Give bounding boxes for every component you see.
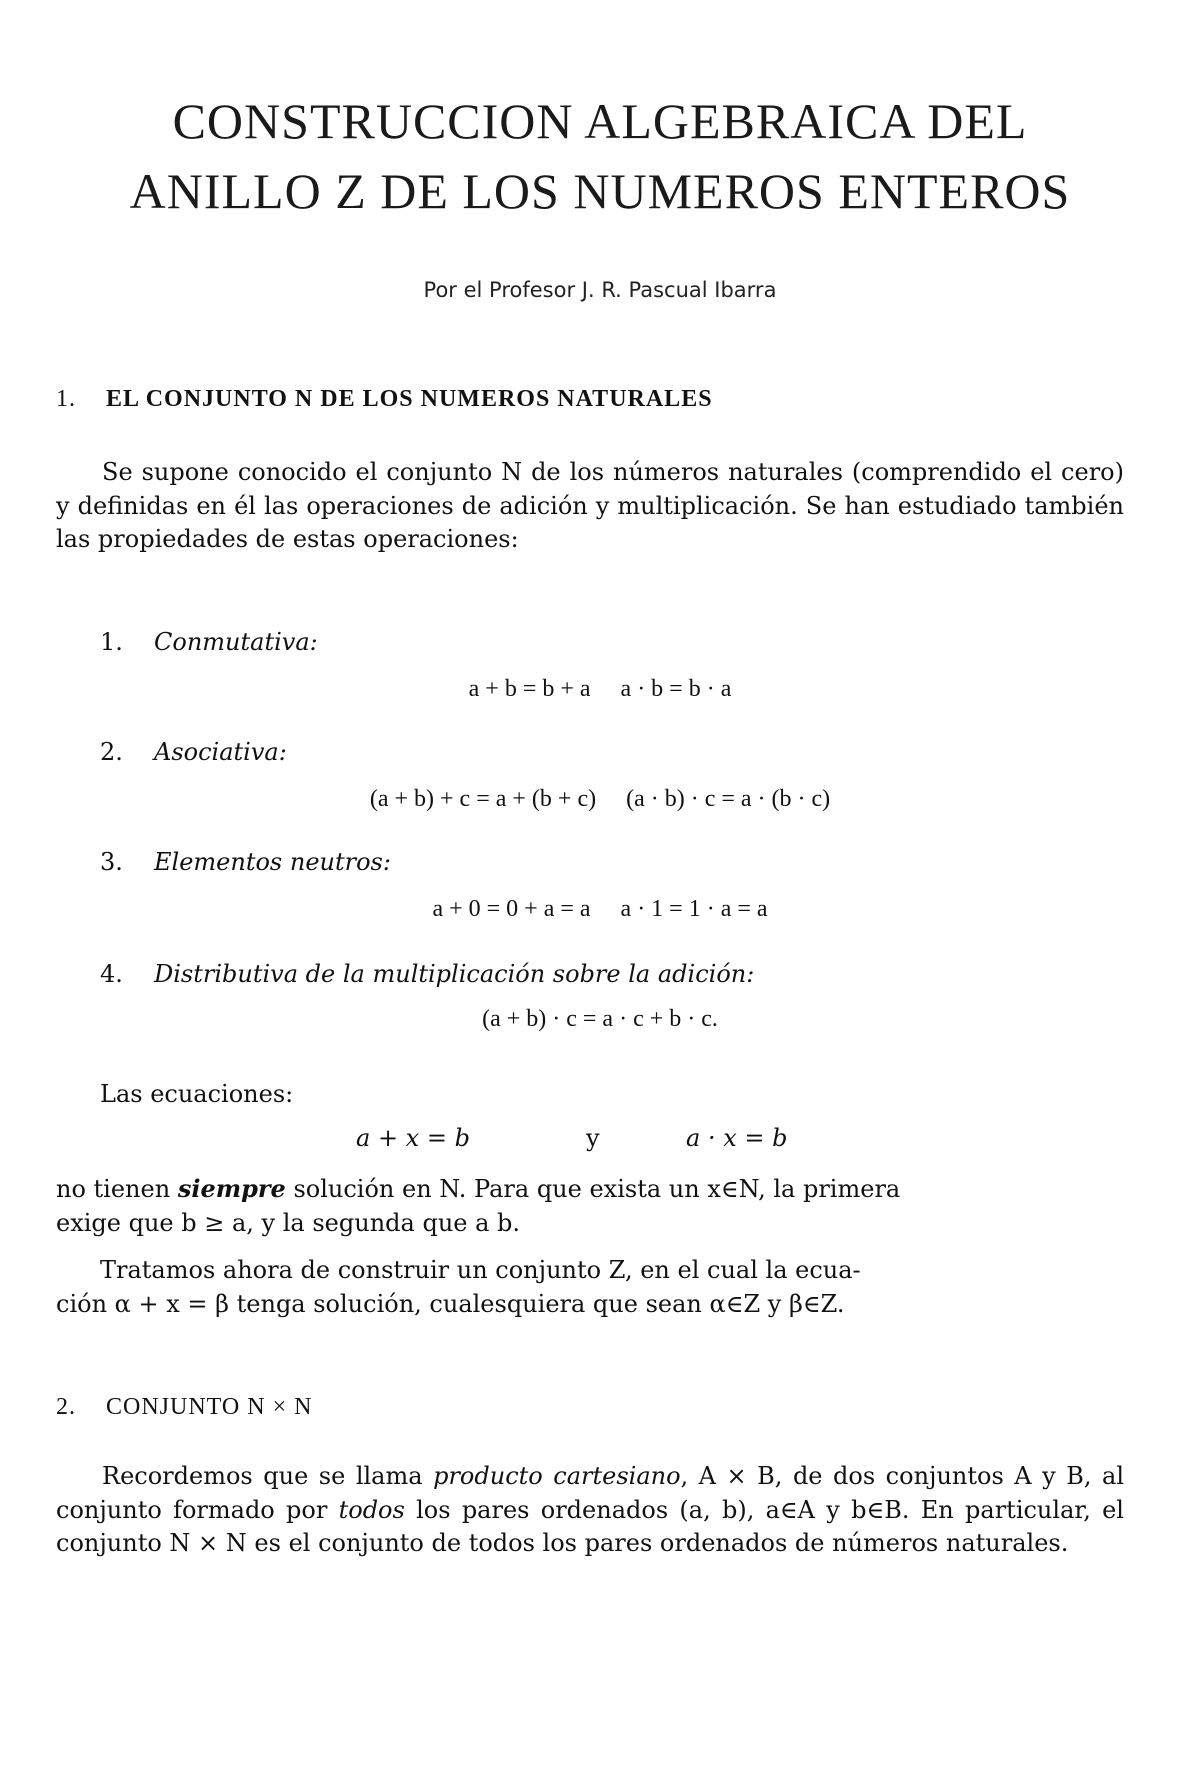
equation-multiplication: a · x = b xyxy=(686,1124,788,1152)
section-1-number: 1. xyxy=(56,386,76,412)
section-1-intro: Se supone conocido el conjunto N de los números naturales (comprendido el cero) y definidas en él las operaciones de adición y multiplicación. Se han estudiado también las propiedades de estas operaciones: xyxy=(56,458,1124,553)
z-paragraph-line-2: ción α + x = β tenga solución, cualesquiera que sean α∈Z y β∈Z. xyxy=(56,1290,845,1318)
cartesian-text-a: Recordemos que se llama xyxy=(102,1462,423,1490)
property-4 xyxy=(100,960,754,988)
section-2-heading xyxy=(56,1394,312,1421)
no-solution-paragraph xyxy=(56,1172,1124,1240)
no-solution-text-c: exige que b ≥ a, y la segunda que a b. xyxy=(56,1208,521,1237)
property-4-number: 4. xyxy=(100,960,123,988)
property-3-number: 3. xyxy=(100,848,123,876)
cartesian-text-b: , A × B, de dos conjuntos A y B, al conjunto formado por xyxy=(56,1462,1125,1524)
equation-connector: y xyxy=(586,1124,600,1152)
property-2-name: Asociativa: xyxy=(154,738,287,766)
equation-addition: a + x = b xyxy=(356,1124,470,1152)
section-2-number: 2. xyxy=(56,1394,76,1420)
no-solution-text-b: solución en N. Para que exista un x∈N, la primera xyxy=(293,1175,901,1203)
section-1-title: EL CONJUNTO N DE LOS NUMEROS NATURALES xyxy=(106,386,713,412)
property-4-formula: (a + b) · c = a · c + b · c. xyxy=(482,1006,718,1032)
cartesian-text-c: los pares ordenados (a, b), a∈A y b∈B. En particular, el conjunto N × N es el conjunto de todos los pares ordenados de números naturales. xyxy=(56,1495,1124,1557)
z-paragraph-line-1: Tratamos ahora de construir un conjunto Z, en el cual la ecua- xyxy=(100,1256,861,1284)
equations-label: Las ecuaciones: xyxy=(100,1080,294,1108)
property-3 xyxy=(100,848,391,876)
section-1-heading xyxy=(56,386,713,413)
property-2-formula: (a + b) + c = a + (b + c) (a · b) · c = a · (b · c) xyxy=(369,786,831,812)
property-1 xyxy=(100,628,318,656)
property-2-number: 2. xyxy=(100,738,123,766)
property-4-name: Distributiva de la multiplicación sobre la adición: xyxy=(154,960,755,988)
property-1-name: Conmutativa: xyxy=(154,628,318,656)
todos-emphasis: todos xyxy=(338,1495,405,1524)
property-1-number: 1. xyxy=(100,628,123,656)
property-1-formula: a + b = b + a a · b = b · a xyxy=(468,676,732,702)
author-byline: Por el Profesor J. R. Pascual Ibarra xyxy=(423,278,777,302)
paper-title-line-1: CONSTRUCCION ALGEBRAICA DEL xyxy=(172,93,1028,149)
section-2-title: CONJUNTO N × N xyxy=(106,1394,313,1420)
siempre-emphasis: siempre xyxy=(177,1174,286,1203)
section-2-paragraph xyxy=(56,1460,1124,1561)
property-2 xyxy=(100,738,287,766)
property-3-formula: a + 0 = 0 + a = a a · 1 = 1 · a = a xyxy=(432,896,768,922)
property-3-name: Elementos neutros: xyxy=(154,848,391,876)
paper-title-line-2: ANILLO Z DE LOS NUMEROS ENTEROS xyxy=(129,163,1071,219)
cartesian-term: producto cartesiano xyxy=(433,1462,681,1490)
no-solution-text-a: no tienen xyxy=(56,1175,171,1203)
